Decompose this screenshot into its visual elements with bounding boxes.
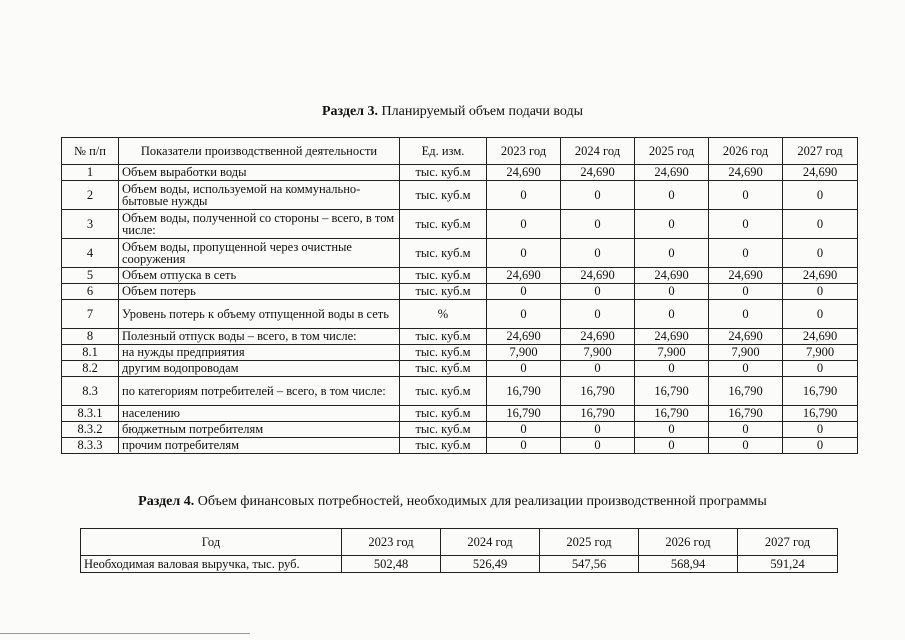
header-year: 2027 год	[738, 529, 838, 556]
table-header-row	[62, 138, 858, 165]
value-cell: 0	[709, 422, 783, 438]
value-cell: 16,790	[783, 406, 858, 422]
indicator-cell: Объем воды, используемой на коммунально-бытовые нужды	[119, 181, 400, 210]
value-cell: 0	[561, 210, 635, 239]
value-cell: 16,790	[635, 377, 709, 406]
row-number: 1	[62, 165, 119, 181]
value-cell: 16,790	[709, 406, 783, 422]
value-cell: 0	[709, 239, 783, 268]
value-cell: 0	[783, 210, 858, 239]
header-year: 2025 год	[540, 529, 639, 556]
header-year: 2023 год	[487, 138, 561, 165]
value-cell: 0	[783, 284, 858, 300]
table-row	[62, 165, 858, 181]
page-edge-line	[0, 633, 250, 634]
value-cell: 0	[709, 438, 783, 454]
value-cell: 0	[561, 422, 635, 438]
row-number: 8	[62, 329, 119, 345]
value-cell: 7,900	[635, 345, 709, 361]
table-row	[62, 300, 858, 329]
row-number: 8.1	[62, 345, 119, 361]
table-row	[62, 210, 858, 239]
value-cell: 16,790	[561, 377, 635, 406]
value-cell: 16,790	[709, 377, 783, 406]
value-cell: 0	[709, 210, 783, 239]
table-row	[62, 406, 858, 422]
table-row	[81, 556, 838, 573]
value-cell: 0	[487, 300, 561, 329]
table-header-row	[81, 529, 838, 556]
indicator-cell: бюджетным потребителям	[119, 422, 400, 438]
value-cell: 0	[487, 284, 561, 300]
value-cell: 0	[561, 239, 635, 268]
header-year: 2025 год	[635, 138, 709, 165]
value-cell: 0	[561, 300, 635, 329]
row-number: 8.2	[62, 361, 119, 377]
value-cell: 0	[635, 284, 709, 300]
row-label: Необходимая валовая выручка, тыс. руб.	[81, 556, 342, 573]
header-year: 2026 год	[639, 529, 738, 556]
value-cell: 0	[487, 210, 561, 239]
value-cell: 0	[709, 284, 783, 300]
value-cell: 0	[561, 361, 635, 377]
indicator-cell: Объем отпуска в сеть	[119, 268, 400, 284]
value-cell: 0	[487, 422, 561, 438]
indicator-cell: на нужды предприятия	[119, 345, 400, 361]
indicator-cell: по категориям потребителей – всего, в том числе:	[119, 377, 400, 406]
value-cell: 0	[783, 239, 858, 268]
value-cell: 24,690	[709, 268, 783, 284]
value-cell: 7,900	[561, 345, 635, 361]
value-cell: 24,690	[561, 329, 635, 345]
value-cell: 591,24	[738, 556, 838, 573]
value-cell: 24,690	[635, 165, 709, 181]
value-cell: 0	[487, 239, 561, 268]
value-cell: 0	[635, 361, 709, 377]
header-year: 2026 год	[709, 138, 783, 165]
table-row	[62, 239, 858, 268]
row-number: 8.3	[62, 377, 119, 406]
value-cell: 16,790	[487, 406, 561, 422]
indicator-cell: Уровень потерь к объему отпущенной воды в сеть	[119, 300, 400, 329]
section-4-heading: Объем финансовых потребностей, необходимых для реализации производственной программы	[194, 494, 767, 509]
value-cell: 0	[561, 438, 635, 454]
indicator-cell: Полезный отпуск воды – всего, в том числе:	[119, 329, 400, 345]
indicator-cell: Объем воды, полученной со стороны – всего, в том числе:	[119, 210, 400, 239]
indicator-cell: Объем воды, пропущенной через очистные сооружения	[119, 239, 400, 268]
unit-cell: %	[400, 300, 487, 329]
value-cell: 7,900	[487, 345, 561, 361]
unit-cell: тыс. куб.м	[400, 210, 487, 239]
unit-cell: тыс. куб.м	[400, 181, 487, 210]
table-row	[62, 438, 858, 454]
section-3-number: Раздел 3.	[321, 104, 379, 119]
value-cell: 0	[635, 300, 709, 329]
table-row	[62, 181, 858, 210]
value-cell: 0	[709, 361, 783, 377]
unit-cell: тыс. куб.м	[400, 406, 487, 422]
value-cell: 502,48	[342, 556, 441, 573]
header-year-label: Год	[81, 529, 342, 556]
value-cell: 0	[487, 361, 561, 377]
value-cell: 24,690	[709, 165, 783, 181]
table-row	[62, 268, 858, 284]
value-cell: 0	[783, 438, 858, 454]
value-cell: 0	[635, 239, 709, 268]
unit-cell: тыс. куб.м	[400, 438, 487, 454]
value-cell: 7,900	[709, 345, 783, 361]
row-number: 4	[62, 239, 119, 268]
row-number: 2	[62, 181, 119, 210]
unit-cell: тыс. куб.м	[400, 284, 487, 300]
unit-cell: тыс. куб.м	[400, 377, 487, 406]
header-year: 2027 год	[783, 138, 858, 165]
unit-cell: тыс. куб.м	[400, 345, 487, 361]
unit-cell: тыс. куб.м	[400, 329, 487, 345]
unit-cell: тыс. куб.м	[400, 361, 487, 377]
indicator-cell: прочим потребителям	[119, 438, 400, 454]
indicator-cell: Объем выработки воды	[119, 165, 400, 181]
header-unit: Ед. изм.	[400, 138, 487, 165]
value-cell: 16,790	[561, 406, 635, 422]
value-cell: 24,690	[783, 268, 858, 284]
table-row	[62, 422, 858, 438]
value-cell: 568,94	[639, 556, 738, 573]
value-cell: 24,690	[709, 329, 783, 345]
value-cell: 0	[709, 181, 783, 210]
value-cell: 0	[783, 181, 858, 210]
value-cell: 24,690	[561, 268, 635, 284]
row-number: 3	[62, 210, 119, 239]
value-cell: 0	[635, 210, 709, 239]
value-cell: 24,690	[487, 268, 561, 284]
value-cell: 24,690	[487, 165, 561, 181]
value-cell: 0	[635, 181, 709, 210]
unit-cell: тыс. куб.м	[400, 239, 487, 268]
row-number: 8.3.3	[62, 438, 119, 454]
section-4-title	[0, 494, 905, 510]
value-cell: 24,690	[635, 268, 709, 284]
row-number: 8.3.1	[62, 406, 119, 422]
table-row	[62, 377, 858, 406]
header-year: 2023 год	[342, 529, 441, 556]
section-3-heading: Планируемый объем подачи воды	[378, 104, 584, 119]
header-num: № п/п	[62, 138, 119, 165]
value-cell: 24,690	[783, 329, 858, 345]
row-number: 8.3.2	[62, 422, 119, 438]
value-cell: 0	[783, 361, 858, 377]
value-cell: 526,49	[441, 556, 540, 573]
value-cell: 0	[561, 181, 635, 210]
financial-needs-table	[80, 528, 838, 573]
unit-cell: тыс. куб.м	[400, 422, 487, 438]
table-row	[62, 345, 858, 361]
value-cell: 24,690	[783, 165, 858, 181]
row-number: 5	[62, 268, 119, 284]
header-year: 2024 год	[441, 529, 540, 556]
water-supply-table	[61, 137, 858, 454]
table-row	[62, 329, 858, 345]
value-cell: 24,690	[561, 165, 635, 181]
table-row	[62, 361, 858, 377]
value-cell: 0	[487, 181, 561, 210]
value-cell: 0	[487, 438, 561, 454]
value-cell: 0	[709, 300, 783, 329]
unit-cell: тыс. куб.м	[400, 268, 487, 284]
indicator-cell: другим водопроводам	[119, 361, 400, 377]
value-cell: 0	[783, 422, 858, 438]
value-cell: 7,900	[783, 345, 858, 361]
value-cell: 24,690	[635, 329, 709, 345]
section-4-number: Раздел 4.	[138, 494, 195, 509]
value-cell: 0	[561, 284, 635, 300]
row-number: 7	[62, 300, 119, 329]
indicator-cell: населению	[119, 406, 400, 422]
value-cell: 16,790	[783, 377, 858, 406]
indicator-cell: Объем потерь	[119, 284, 400, 300]
unit-cell: тыс. куб.м	[400, 165, 487, 181]
section-3-title	[0, 104, 905, 120]
value-cell: 0	[635, 438, 709, 454]
value-cell: 16,790	[487, 377, 561, 406]
row-number: 6	[62, 284, 119, 300]
value-cell: 547,56	[540, 556, 639, 573]
value-cell: 0	[635, 422, 709, 438]
value-cell: 16,790	[635, 406, 709, 422]
value-cell: 24,690	[487, 329, 561, 345]
table-row	[62, 284, 858, 300]
value-cell: 0	[783, 300, 858, 329]
header-indicator: Показатели производственной деятельности	[119, 138, 400, 165]
header-year: 2024 год	[561, 138, 635, 165]
